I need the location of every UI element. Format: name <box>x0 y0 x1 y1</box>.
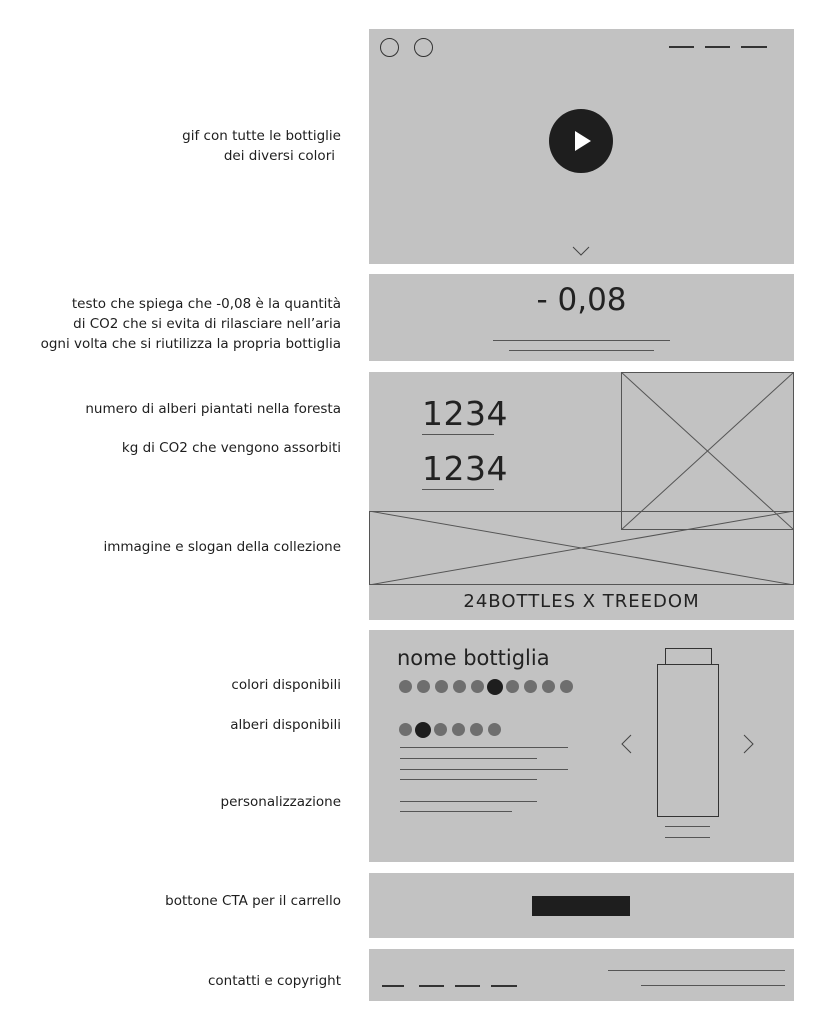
customization-placeholder-line <box>400 801 537 802</box>
annotation-hero-line2: dei diversi colori <box>223 148 335 164</box>
annotation-customization: personalizzazione <box>220 794 341 810</box>
tree-options <box>399 722 509 740</box>
cta-section <box>369 873 794 938</box>
annotation-hero <box>182 126 341 166</box>
copyright-placeholder-line <box>641 985 785 986</box>
footer-link-dash[interactable] <box>419 985 444 987</box>
annotation-trees: numero di alberi piantati nella foresta <box>85 401 341 417</box>
color-swatch[interactable] <box>399 680 412 693</box>
annotation-co2-line1: testo che spiega che -0,08 è la quantità <box>71 296 341 312</box>
color-swatch[interactable] <box>506 680 519 693</box>
menu-dash <box>741 46 767 48</box>
product-name: nome bottiglia <box>397 646 550 670</box>
tree-option[interactable] <box>399 723 412 736</box>
play-button[interactable] <box>549 109 613 173</box>
annotation-footer: contatti e copyright <box>208 973 341 989</box>
co2-value: - 0,08 <box>536 282 627 318</box>
annotation-co2-line3: ogni volta che si riutilizza la propria bottiglia <box>40 336 341 352</box>
annotation-co2 <box>41 294 341 354</box>
chevron-down-icon[interactable] <box>572 246 590 256</box>
annotation-colors: colori disponibili <box>231 677 341 693</box>
bottle-caption-line <box>665 826 710 827</box>
kg-count-underline <box>422 489 494 490</box>
co2-section <box>369 274 794 361</box>
kg-count: 1234 <box>422 449 508 488</box>
copyright-placeholder-line <box>608 970 785 971</box>
annotation-co2-line2: di CO2 che si evita di rilasciare nell’aria <box>73 316 341 332</box>
annotation-cta: bottone CTA per il carrello <box>165 893 341 909</box>
collection-slogan: 24BOTTLES X TREEDOM <box>463 591 700 612</box>
text-placeholder-line <box>400 779 537 780</box>
tree-option[interactable] <box>470 723 483 736</box>
customization-placeholder-line <box>400 811 512 812</box>
color-swatch[interactable] <box>471 680 484 693</box>
color-swatch[interactable] <box>435 680 448 693</box>
color-swatch-selected[interactable] <box>487 679 503 695</box>
add-to-cart-button[interactable] <box>532 896 630 916</box>
color-swatches <box>399 679 579 697</box>
color-swatch[interactable] <box>453 680 466 693</box>
trees-count-underline <box>422 434 494 435</box>
color-swatch[interactable] <box>560 680 573 693</box>
tree-option[interactable] <box>452 723 465 736</box>
trees-count: 1234 <box>422 394 508 433</box>
product-section <box>369 630 794 862</box>
footer-link-dash[interactable] <box>455 985 480 987</box>
annotation-collection: immagine e slogan della collezione <box>103 539 341 555</box>
bottle-outline <box>656 647 720 819</box>
footer-link-dash[interactable] <box>382 985 404 987</box>
annotation-kg: kg di CO2 che vengono assorbiti <box>121 440 341 456</box>
color-swatch[interactable] <box>417 680 430 693</box>
collection-image-placeholder <box>369 511 794 585</box>
text-placeholder-line <box>493 340 670 341</box>
tree-option[interactable] <box>488 723 501 736</box>
footer-link-dash[interactable] <box>491 985 517 987</box>
menu-dash <box>669 46 694 48</box>
tree-option-selected[interactable] <box>415 722 431 738</box>
bottle-caption-line <box>665 837 710 838</box>
menu-dash <box>705 46 730 48</box>
color-swatch[interactable] <box>524 680 537 693</box>
menu-dashes[interactable] <box>669 46 769 50</box>
tree-option[interactable] <box>434 723 447 736</box>
forest-stats-section <box>369 372 794 620</box>
footer-section <box>369 949 794 1001</box>
annotation-hero-line1: gif con tutte le bottiglie <box>182 128 341 144</box>
chevron-right-icon[interactable] <box>743 734 755 754</box>
text-placeholder-line <box>509 350 654 351</box>
hero-section <box>369 29 794 264</box>
play-icon <box>549 109 613 173</box>
text-placeholder-line <box>400 747 568 748</box>
image-placeholder-top-right <box>621 372 794 530</box>
annotation-trees-available: alberi disponibili <box>230 717 341 733</box>
text-placeholder-line <box>400 769 568 770</box>
window-control-circle-2[interactable] <box>414 38 433 57</box>
text-placeholder-line <box>400 758 537 759</box>
window-control-circle-1[interactable] <box>380 38 399 57</box>
color-swatch[interactable] <box>542 680 555 693</box>
chevron-left-icon[interactable] <box>620 734 632 754</box>
